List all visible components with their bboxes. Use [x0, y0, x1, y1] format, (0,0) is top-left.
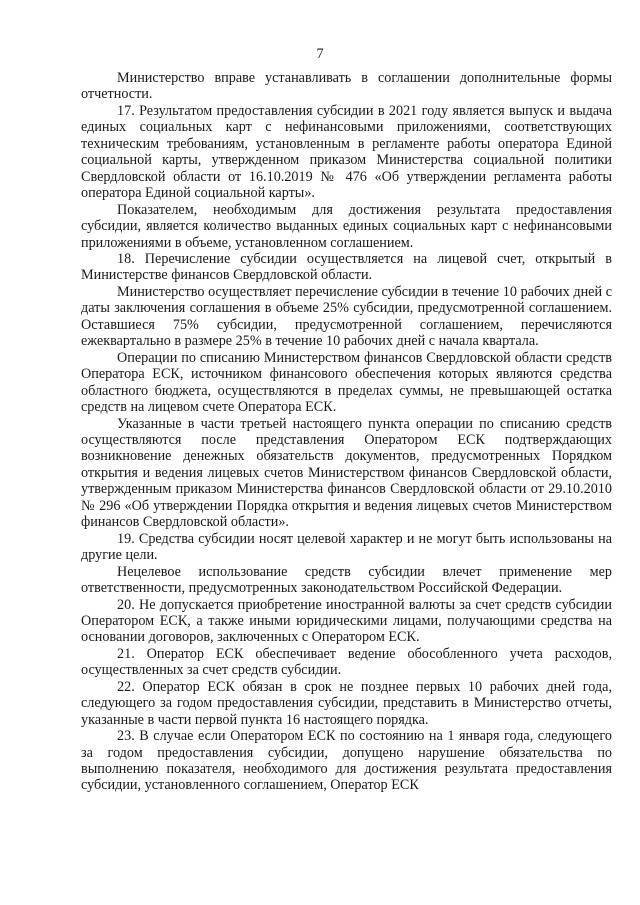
paragraph-23-indicator-violation: 23. В случае если Оператором ЕСК по состоянию на 1 января года, следующего за годом предоставления субсидии, допущено нарушение обязательства по выполнению показателя, необходимого для достижения результата предоставления субсидии, установленного соглашением, Оператор ЕСК: [81, 728, 612, 794]
paragraph-20-foreign-currency: 20. Не допускается приобретение иностранной валюты за счет средств субсидии Оператором ЕСК, а также иными юридическими лицами, получающими средства на основании договоров, заключенных с Оператором ЕСК.: [81, 596, 612, 646]
paragraph-19-targeted-use: 19. Средства субсидии носят целевой характер и не могут быть использованы на другие цели.: [81, 530, 612, 564]
page-number: 7: [316, 46, 324, 62]
paragraph-22-reporting-deadline: 22. Оператор ЕСК обязан в срок не позднее первых 10 рабочих дней года, следующего за годом предоставления субсидии, представить в Министерство отчеты, указанные в части первой пункта 16 настоящего порядка.: [81, 678, 612, 728]
paragraph-17-subsidy-result: 17. Результатом предоставления субсидии в 2021 году является выпуск и выдача единых социальных карт с нефинансовыми приложениями, соответствующих техническим требованиям, установленным в регламенте работы оператора Единой социальной карты, утвержденном приказом Министерства социальной политики Свердловской области от 16.10.2019 № 476 «Об утверждении регламента работы оператора Единой социальной карты».: [81, 102, 612, 202]
paragraph-write-off-operations: Операции по списанию Министерством финансов Свердловской области средств Оператора ЕСК, источником финансового обеспечения которых являются средства областного бюджета, осуществляются в пределах суммы, не превышающей остатка средств на лицевом счете Оператора ЕСК.: [81, 349, 612, 416]
paragraph-forms-of-reporting: Министерство вправе устанавливать в соглашении дополнительные формы отчетности.: [81, 70, 612, 103]
paragraph-18-transfer-account: 18. Перечисление субсидии осуществляется на лицевой счет, открытый в Министерстве финансов Свердловской области.: [81, 250, 612, 284]
document-body: [81, 70, 612, 794]
paragraph-21-separate-accounting: 21. Оператор ЕСК обеспечивает ведение обособленного учета расходов, осуществленных за счет средств субсидии.: [81, 645, 612, 679]
paragraph-result-indicator: Показателем, необходимым для достижения результата предоставления субсидии, является количество выданных единых социальных карт с нефинансовыми приложениями в объеме, установленном соглашением.: [81, 201, 612, 251]
paragraph-write-off-conditions: Указанные в части третьей настоящего пункта операции по списанию средств осуществляются после представления Оператором ЕСК подтверждающих возникновение денежных обязательств документов, предусмотренных Порядком открытия и ведения лицевых счетов Министерством финансов Свердловской области, утвержденным приказом Министерства финансов Свердловской области от 29.10.2010 № 296 «Об утверждении Порядка открытия и ведения лицевых счетов Министерством финансов Свердловской области».: [81, 415, 612, 531]
paragraph-misuse-liability: Нецелевое использование средств субсидии влечет применение мер ответственности, предусмотренных законодательством Российской Федерации.: [81, 563, 612, 597]
paragraph-transfer-schedule: Министерство осуществляет перечисление субсидии в течение 10 рабочих дней с даты заключения соглашения в объеме 25% субсидии, предусмотренной соглашением. Оставшиеся 75% субсидии, предусмотренной соглашением, перечисляются ежеквартально в размере 25% в течение 10 рабочих дней с начала квартала.: [81, 283, 612, 350]
